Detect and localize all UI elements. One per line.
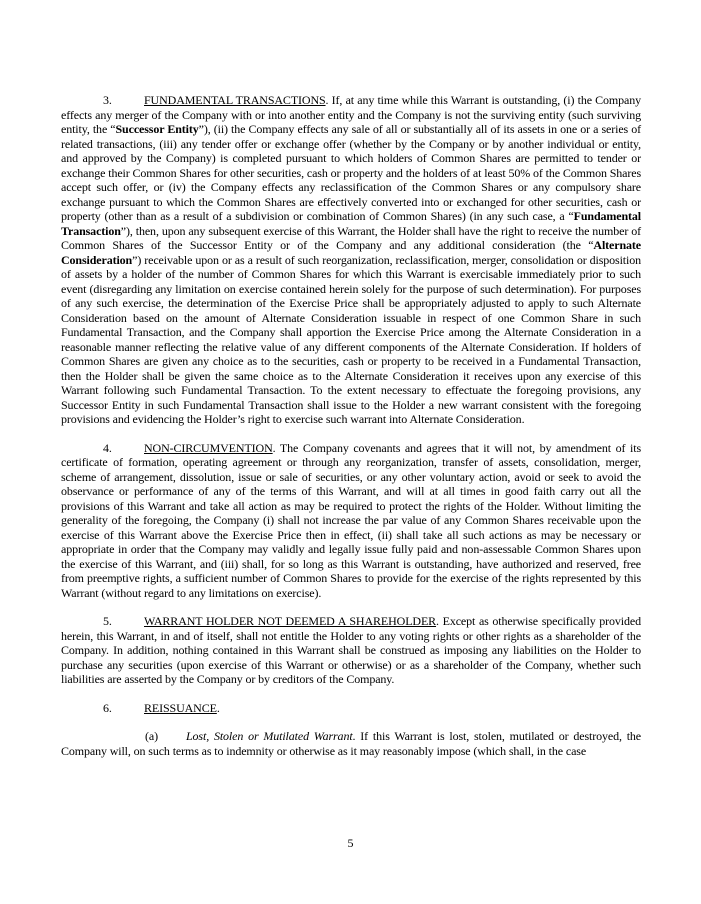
section-number: 5. <box>103 614 112 628</box>
section-number: 3. <box>103 93 112 107</box>
section-text: . <box>216 700 220 715</box>
subsection-text: . If this Warrant is lost, stolen, mutilated or destroyed, the Company will, on such terms as to indemnity or otherwise as it may reasonably impose (which shall, in the case <box>61 729 642 758</box>
section-text: . The Company covenants and agrees that it will not, by amendment of its certificate of formation, operating agreement or through any reorganization, transfer of assets, consolidation, merger, scheme of arrangement, dissolution, issue or sale of securities, or any other voluntary action, avoid or seek to avoid the observance or performance of any of the terms of this Warrant, and will at all times in good faith carry out all the provisions of this Warrant and take all action as may be required to protect the rights of the Holder. Without limiting the generality of the foregoing, the Company (i) shall not increase the par value of any Common Shares receivable upon the exercise of this Warrant above the Exercise Price then in effect, (ii) shall take all such actions as may be necessary or appropriate in order that the Company may validly and legally issue fully paid and non-assessable Common Shares upon the exercise of this Warrant, and (iii) shall, for so long as this Warrant is outstanding, have authorized and reserved, free from preemptive rights, a sufficient number of Common Shares to provide for the exercise of the rights represented by this Warrant (without regard to any limitations on exercise). <box>61 440 641 600</box>
defined-term-successor-entity: Successor Entity <box>115 122 199 136</box>
subsection-6a-lost-stolen-mutilated <box>61 729 641 758</box>
section-heading: FUNDAMENTAL TRANSACTIONS <box>144 93 326 107</box>
page-number: 5 <box>347 836 354 850</box>
section-text: ”), then, upon any subsequent exercise of this Warrant, the Holder shall have the right to receive the number of Common Shares of the Successor Entity or of the Company and any additional consideration (the “ <box>61 223 641 252</box>
section-3-fundamental-transactions <box>61 93 641 427</box>
defined-term-fundamental-transaction: Fundamental Transaction <box>61 209 641 238</box>
section-text: . If, at any time while this Warrant is outstanding, (i) the Company effects any merger of the Company with or into another entity and the Company is not the surviving entity (such surviving entity, the “ <box>61 93 641 136</box>
section-text: . Except as otherwise specifically provided herein, this Warrant, in and of itself, shall not entitle the Holder to any voting rights or other rights as a shareholder of the Company. In addition, nothing contained in this Warrant shall be construed as imposing any liabilities on the Holder to purchase any securities (upon exercise of this Warrant or otherwise) or as a shareholder of the Company, whether such liabilities are asserted by the Company or by creditors of the Company. <box>61 614 641 686</box>
section-6-reissuance <box>61 701 641 716</box>
section-heading: NON-CIRCUMVENTION <box>144 440 273 455</box>
section-number: 4. <box>103 440 112 455</box>
section-4-non-circumvention <box>61 441 641 601</box>
section-heading: REISSUANCE <box>144 700 217 715</box>
defined-term-alternate-consideration: Alternate Consideration <box>61 238 641 267</box>
subsection-number: (a) <box>145 729 158 743</box>
section-5-warrant-holder-not-shareholder <box>61 614 641 687</box>
section-heading: WARRANT HOLDER NOT DEEMED A SHAREHOLDER <box>144 614 437 628</box>
section-text: ”), (ii) the Company effects any sale of all or substantially all of its assets in one or a series of related transactions, (iii) any tender offer or exchange offer (whether by the Company or by another individual or entity, and approved by the Company) is completed pursuant to which holders of Common Shares are permitted to tender or exchange their Common Shares for other securities, cash or property and the holders of at least 50% of the Common Shares accept such offer, or (iv) the Company effects any reclassification of the Common Shares or any compulsory share exchange pursuant to which the Common Shares are effectively converted into or exchanged for other securities, cash or property (other than as a result of a subdivision or combination of Common Shares) (in any such case, a “ <box>61 122 642 223</box>
subsection-heading: Lost, Stolen or Mutilated Warrant <box>186 729 353 743</box>
section-number: 6. <box>103 700 112 715</box>
section-text: ”) receivable upon or as a result of such reorganization, reclassification, merger, consolidation or disposition of assets by a holder of the number of Common Shares for which this Warrant is exercisable immediately prior to such event (disregarding any limitation on exercise contained herein solely for the purpose of such determination). For purposes of any such exercise, the determination of the Exercise Price shall be appropriately adjusted to apply to such Alternate Consideration based on the amount of Alternate Consideration issuable in respect of one Common Share in such Fundamental Transaction, and the Company shall apportion the Exercise Price among the Alternate Consideration in a reasonable manner reflecting the relative value of any different components of the Alternate Consideration. If holders of Common Shares are given any choice as to the securities, cash or property to be received in a Fundamental Transaction, then the Holder shall be given the same choice as to the Alternate Consideration it receives upon any exercise of this Warrant following such Fundamental Transaction. To the extent necessary to effectuate the foregoing provisions, any Successor Entity in such Fundamental Transaction shall issue to the Holder a new warrant consistent with the foregoing provisions and evidencing the Holder’s right to exercise such warrant into Alternate Consideration. <box>61 252 641 426</box>
document-page <box>61 93 641 758</box>
